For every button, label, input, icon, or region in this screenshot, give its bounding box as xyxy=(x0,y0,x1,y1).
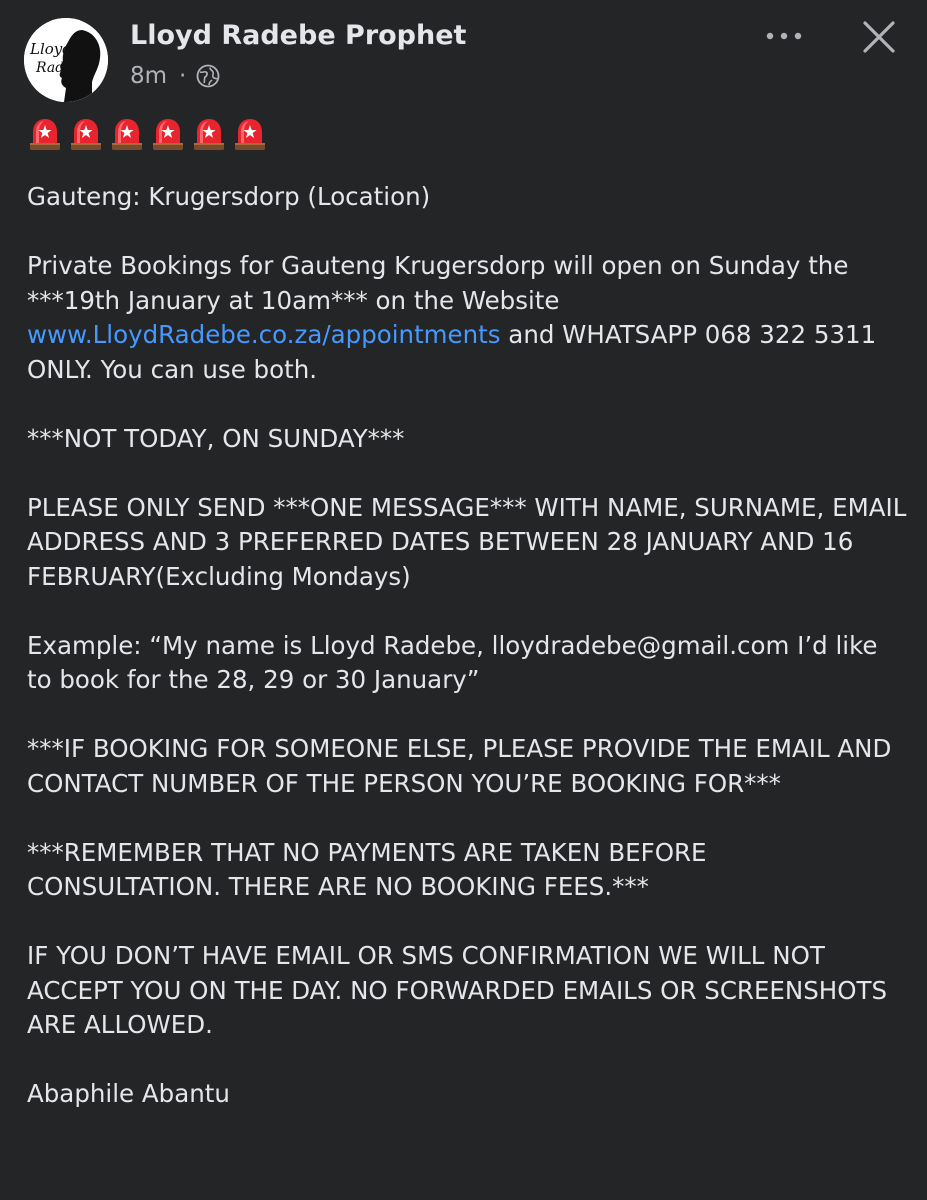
police-siren-icon xyxy=(68,116,104,152)
avatar-text-line2: Radebe xyxy=(36,60,90,76)
example-paragraph: Example: “My name is Lloyd Radebe, lloydradebe@gmail.com I’d like to book for the 28, 29 or 30 January” xyxy=(27,630,878,694)
police-siren-icon xyxy=(109,116,145,152)
post-header xyxy=(0,0,927,110)
payments-paragraph: ***REMEMBER THAT NO PAYMENTS ARE TAKEN BEFORE CONSULTATION. THERE ARE NO BOOKING FEES.*** xyxy=(27,837,707,901)
avatar-text-line1: Lloyd xyxy=(30,40,72,58)
police-siren-icon xyxy=(232,116,268,152)
author-name[interactable]: Lloyd Radebe Prophet xyxy=(130,20,467,51)
more-options-button[interactable] xyxy=(756,16,812,56)
police-siren-icon xyxy=(27,116,63,152)
avatar[interactable] xyxy=(24,18,108,102)
more-horizontal-icon xyxy=(764,30,804,42)
post-time[interactable]: 8m xyxy=(130,63,168,89)
post-body xyxy=(27,180,907,1112)
close-icon xyxy=(862,20,896,54)
avatar-logo-icon xyxy=(24,18,108,102)
post-meta xyxy=(130,60,220,92)
bookings-paragraph xyxy=(27,249,907,387)
appointments-link[interactable]: www.LloydRadebe.co.za/appointments xyxy=(27,320,501,349)
bookings-text-2: and WHATSAPP 068 322 5311 ONLY. You can use both. xyxy=(27,320,877,384)
emoji-row xyxy=(27,116,268,156)
police-siren-icon xyxy=(150,116,186,152)
instructions-paragraph: PLEASE ONLY SEND ***ONE MESSAGE*** WITH NAME, SURNAME, EMAIL ADDRESS AND 3 PREFERRED DATES BETWEEN 28 JANUARY AND 16 FEBRUARY(Excluding Mondays) xyxy=(27,492,907,591)
bookings-text-1: Private Bookings for Gauteng Krugersdorp will open on Sunday the ***19th January at 10am*** on the Website xyxy=(27,251,849,315)
confirmation-paragraph: IF YOU DON’T HAVE EMAIL OR SMS CONFIRMATION WE WILL NOT ACCEPT YOU ON THE DAY. NO FORWARDED EMAILS OR SCREENSHOTS ARE ALLOWED. xyxy=(27,941,888,1039)
police-siren-icon xyxy=(191,116,227,152)
globe-icon[interactable] xyxy=(196,64,220,88)
meta-separator: · xyxy=(179,63,187,89)
location-line: Gauteng: Krugersdorp (Location) xyxy=(27,182,431,211)
not-today-line: ***NOT TODAY, ON SUNDAY*** xyxy=(27,423,405,453)
someone-else-paragraph: ***IF BOOKING FOR SOMEONE ELSE, PLEASE PROVIDE THE EMAIL AND CONTACT NUMBER OF THE PERSON YOU’RE BOOKING FOR*** xyxy=(27,734,892,798)
signoff-line: Abaphile Abantu xyxy=(27,1079,230,1108)
close-button[interactable] xyxy=(854,12,904,62)
